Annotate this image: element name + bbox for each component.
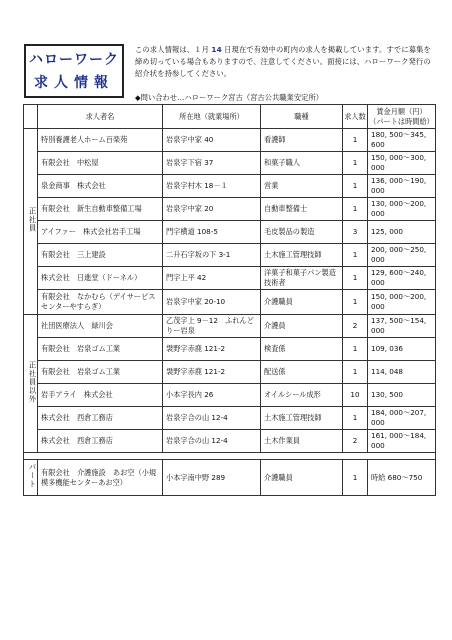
employer-name-cell: 株式会社 西倉工務店 (38, 407, 163, 430)
location-cell: 岩泉字中家 20-10 (163, 290, 261, 315)
wage-cell: 136, 000～190, 000 (368, 175, 436, 198)
title-line-2: 求人情報 (34, 75, 114, 91)
employer-name-cell: 株式会社 日進堂（ドーネル） (38, 267, 163, 290)
wage-cell: 125, 000 (368, 221, 436, 244)
notice-pre: この求人情報は、１月 (135, 45, 212, 54)
openings-count-cell: 10 (343, 384, 368, 407)
wage-cell: 180, 500～345, 600 (368, 129, 436, 152)
openings-count-cell: 2 (343, 430, 368, 453)
openings-count-cell: 1 (343, 338, 368, 361)
table-row (24, 244, 436, 267)
location-cell: 袰野字赤鹿 121-2 (163, 361, 261, 384)
header-location: 所在地（就業場所） (163, 105, 261, 129)
wage-cell: 200, 000～250, 000 (368, 244, 436, 267)
openings-count-cell: 1 (343, 290, 368, 315)
table-row (24, 361, 436, 384)
location-cell: 袰野字赤鹿 121-2 (163, 338, 261, 361)
job-title-cell: 洋菓子和菓子パン製造技術者 (261, 267, 343, 290)
location-cell: 岩泉字合の山 12-4 (163, 430, 261, 453)
table-row (24, 315, 436, 338)
table-row (24, 384, 436, 407)
wage-cell: 130, 000～200, 000 (368, 198, 436, 221)
header-name: 求人者名 (38, 105, 163, 129)
job-title-cell: 介護職員 (261, 290, 343, 315)
job-title-cell: 介護職員 (261, 460, 343, 496)
header-job: 職種 (261, 105, 343, 129)
category-cell (24, 315, 38, 453)
openings-count-cell: 1 (343, 152, 368, 175)
category-label: 正社員以外 (28, 360, 37, 404)
openings-count-cell: 1 (343, 267, 368, 290)
location-cell: 岩泉字中家 40 (163, 129, 261, 152)
employer-name-cell: 泉金商事 株式会社 (38, 175, 163, 198)
title-line-1: ハローワーク (29, 52, 119, 68)
location-cell: 岩泉字下宿 37 (163, 152, 261, 175)
job-title-cell: 介護員 (261, 315, 343, 338)
job-listings-table (23, 104, 436, 496)
table-body (24, 129, 436, 496)
wage-cell: 109, 036 (368, 338, 436, 361)
location-cell: 岩泉字村木 18－１ (163, 175, 261, 198)
contact-line: ◆問い合わせ…ハローワーク宮古（宮古公共職業安定所） (135, 93, 324, 102)
table-row (24, 198, 436, 221)
openings-count-cell: 2 (343, 315, 368, 338)
job-title-cell: オイルシール成形 (261, 384, 343, 407)
location-cell: 乙茂字上 9－12 ふれんどりー岩泉 (163, 315, 261, 338)
job-title-cell: 営業 (261, 175, 343, 198)
location-cell: 岩泉字合の山 12-4 (163, 407, 261, 430)
table-row (24, 129, 436, 152)
job-title-cell: 自動車整備士 (261, 198, 343, 221)
employer-name-cell: 特別養護老人ホーム百楽苑 (38, 129, 163, 152)
wage-cell: 150, 000～200, 000 (368, 290, 436, 315)
openings-count-cell: 1 (343, 175, 368, 198)
location-cell: 門字横道 108-5 (163, 221, 261, 244)
header-count: 求人数 (343, 105, 368, 129)
job-title-cell: 土木施工管理技師 (261, 407, 343, 430)
wage-cell: 130, 500 (368, 384, 436, 407)
job-title-cell: 土木施工管理技師 (261, 244, 343, 267)
employer-name-cell: 岩手アライ 株式会社 (38, 384, 163, 407)
openings-count-cell: 1 (343, 460, 368, 496)
location-cell: 岩泉字中家 20 (163, 198, 261, 221)
category-cell (24, 460, 38, 496)
header-wage (368, 105, 436, 129)
table-gap-row (24, 453, 436, 460)
employer-name-cell: 株式会社 西倉工務店 (38, 430, 163, 453)
employer-name-cell: アイファー 株式会社岩手工場 (38, 221, 163, 244)
openings-count-cell: 1 (343, 198, 368, 221)
table-row (24, 290, 436, 315)
location-cell: 二升石字坂の下 3-1 (163, 244, 261, 267)
location-cell: 門字上平 42 (163, 267, 261, 290)
wage-cell: 184, 000～207, 000 (368, 407, 436, 430)
job-title-cell: 和菓子職人 (261, 152, 343, 175)
wage-cell: 114, 048 (368, 361, 436, 384)
header-category (24, 105, 38, 129)
table-row (24, 221, 436, 244)
openings-count-cell: 3 (343, 221, 368, 244)
employer-name-cell: 有限会社 岩泉ゴム工業 (38, 338, 163, 361)
employer-name-cell: 有限会社 新生自動車整備工場 (38, 198, 163, 221)
job-title-cell: 土木作業員 (261, 430, 343, 453)
job-title-cell: 毛皮製品の製造 (261, 221, 343, 244)
openings-count-cell: 1 (343, 244, 368, 267)
category-label: パート (28, 463, 37, 489)
employer-name-cell: 有限会社 岩泉ゴム工業 (38, 361, 163, 384)
job-title-cell: 検査係 (261, 338, 343, 361)
table-row (24, 152, 436, 175)
table-row (24, 430, 436, 453)
table-row (24, 407, 436, 430)
table-header-row (24, 105, 436, 129)
wage-cell: 129, 600～240, 000 (368, 267, 436, 290)
employer-name-cell: 社団医療法人 緑川会 (38, 315, 163, 338)
table-row (24, 460, 436, 496)
table-gap-cell (24, 453, 436, 460)
job-title-cell: 看護師 (261, 129, 343, 152)
openings-count-cell: 1 (343, 407, 368, 430)
title-box (24, 44, 124, 98)
table-row (24, 338, 436, 361)
header-wage-line1: 賃金月額（円） (376, 106, 427, 116)
table-row (24, 267, 436, 290)
wage-cell: 137, 500～154, 000 (368, 315, 436, 338)
table-row (24, 175, 436, 198)
header-wage-line2: （パートは時間給） (369, 116, 434, 126)
category-cell (24, 129, 38, 315)
wage-cell: 時給 680～750 (368, 460, 436, 496)
notice-post: 日現在で有効中の町内の求人を掲載しています。すでに募集を締め切っている場合もありますので、注意してください。面接には、ハローワーク発行の紹介状を持参してください。 (135, 45, 431, 78)
wage-cell: 161, 000～184, 000 (368, 430, 436, 453)
employer-name-cell: 有限会社 介護施設 あお空（小規模多機能センターあお空） (38, 460, 163, 496)
notice-text (135, 44, 437, 80)
openings-count-cell: 1 (343, 129, 368, 152)
location-cell: 小本字南中野 289 (163, 460, 261, 496)
job-title-cell: 配送係 (261, 361, 343, 384)
wage-cell: 150, 000～300, 000 (368, 152, 436, 175)
employer-name-cell: 有限会社 なかむら（デイサービスセンターやすらぎ） (38, 290, 163, 315)
openings-count-cell: 1 (343, 361, 368, 384)
employer-name-cell: 有限会社 三上建設 (38, 244, 163, 267)
notice-day: 14 (211, 45, 222, 54)
employer-name-cell: 有限会社 中松屋 (38, 152, 163, 175)
location-cell: 小本字長内 26 (163, 384, 261, 407)
category-label: 正社員 (28, 207, 37, 233)
